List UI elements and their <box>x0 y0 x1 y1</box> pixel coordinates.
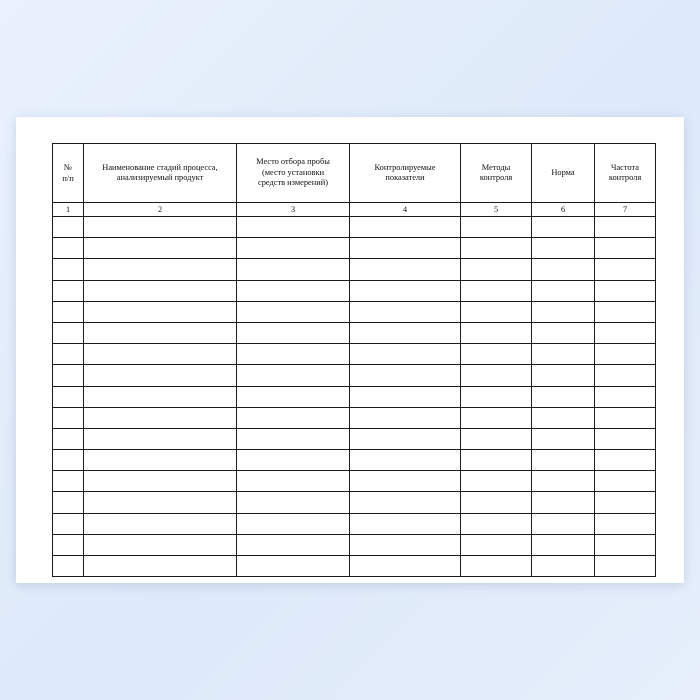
cell-process-stage[interactable] <box>84 365 237 386</box>
cell-sampling-place[interactable] <box>237 301 350 322</box>
table-row <box>53 534 656 555</box>
cell-sampling-place[interactable] <box>237 513 350 534</box>
cell-process-stage[interactable] <box>84 301 237 322</box>
cell-sampling-place[interactable] <box>237 428 350 449</box>
cell-control-methods[interactable] <box>461 322 532 343</box>
cell-sampling-place[interactable] <box>237 238 350 259</box>
column-header-control-methods-line-2: контроля <box>479 173 513 182</box>
cell-process-stage[interactable] <box>84 217 237 238</box>
cell-control-frequency[interactable] <box>595 217 656 238</box>
column-header-sampling-place-line-2: (место установки <box>261 167 325 177</box>
cell-controlled-indicators[interactable] <box>350 492 461 513</box>
cell-norm[interactable] <box>532 365 595 386</box>
cell-process-stage[interactable] <box>84 238 237 259</box>
column-number-2: 2 <box>84 203 237 217</box>
table-row <box>53 386 656 407</box>
table-row <box>53 238 656 259</box>
column-number-6: 6 <box>532 203 595 217</box>
document-page <box>16 117 684 583</box>
form-table-container <box>52 143 648 577</box>
column-header-control-methods-line-1: Методы <box>481 162 511 172</box>
column-number-7: 7 <box>595 203 656 217</box>
column-header-control-frequency-line-1: Частота <box>611 162 639 172</box>
table-row <box>53 259 656 280</box>
cell-number[interactable] <box>53 280 84 301</box>
table-row <box>53 428 656 449</box>
cell-number[interactable] <box>53 513 84 534</box>
cell-number[interactable] <box>53 238 84 259</box>
column-header-process-stage-line-1: Наименование стадий процесса, <box>102 162 218 172</box>
cell-control-frequency[interactable] <box>595 386 656 407</box>
cell-control-frequency[interactable] <box>595 365 656 386</box>
cell-controlled-indicators[interactable] <box>350 365 461 386</box>
cell-norm[interactable] <box>532 344 595 365</box>
cell-control-frequency[interactable] <box>595 492 656 513</box>
column-header-process-stage <box>84 144 237 203</box>
column-header-control-frequency <box>595 144 656 203</box>
cell-sampling-place[interactable] <box>237 471 350 492</box>
table-row <box>53 556 656 577</box>
cell-control-frequency[interactable] <box>595 259 656 280</box>
column-number-4: 4 <box>350 203 461 217</box>
column-header-process-stage-line-2: анализируемый продукт <box>116 173 204 182</box>
table-row <box>53 471 656 492</box>
table-row <box>53 450 656 471</box>
column-header-controlled-indicators-line-2: показатели <box>385 173 425 182</box>
cell-sampling-place[interactable] <box>237 407 350 428</box>
cell-control-methods[interactable] <box>461 386 532 407</box>
cell-process-stage[interactable] <box>84 471 237 492</box>
cell-control-frequency[interactable] <box>595 280 656 301</box>
table-row <box>53 280 656 301</box>
column-header-control-methods <box>461 144 532 203</box>
cell-controlled-indicators[interactable] <box>350 322 461 343</box>
cell-sampling-place[interactable] <box>237 492 350 513</box>
column-header-sampling-place-line-3: средств измерений) <box>257 178 329 188</box>
cell-controlled-indicators[interactable] <box>350 428 461 449</box>
column-number-5: 5 <box>461 203 532 217</box>
cell-control-frequency[interactable] <box>595 450 656 471</box>
cell-sampling-place[interactable] <box>237 344 350 365</box>
cell-control-methods[interactable] <box>461 407 532 428</box>
cell-control-frequency[interactable] <box>595 322 656 343</box>
cell-control-frequency[interactable] <box>595 344 656 365</box>
cell-number[interactable] <box>53 428 84 449</box>
cell-process-stage[interactable] <box>84 407 237 428</box>
table-row <box>53 217 656 238</box>
column-header-sampling-place <box>237 144 350 203</box>
column-header-controlled-indicators <box>350 144 461 203</box>
cell-control-methods[interactable] <box>461 344 532 365</box>
cell-control-methods[interactable] <box>461 280 532 301</box>
cell-controlled-indicators[interactable] <box>350 386 461 407</box>
cell-number[interactable] <box>53 344 84 365</box>
cell-control-methods[interactable] <box>461 534 532 555</box>
cell-norm[interactable] <box>532 450 595 471</box>
table-row <box>53 407 656 428</box>
cell-process-stage[interactable] <box>84 322 237 343</box>
cell-number[interactable] <box>53 407 84 428</box>
cell-control-methods[interactable] <box>461 513 532 534</box>
cell-norm[interactable] <box>532 513 595 534</box>
column-number-1: 1 <box>53 203 84 217</box>
cell-control-methods[interactable] <box>461 301 532 322</box>
table-row <box>53 344 656 365</box>
cell-controlled-indicators[interactable] <box>350 471 461 492</box>
cell-sampling-place[interactable] <box>237 386 350 407</box>
cell-control-methods[interactable] <box>461 238 532 259</box>
cell-controlled-indicators[interactable] <box>350 450 461 471</box>
cell-control-methods[interactable] <box>461 450 532 471</box>
cell-norm[interactable] <box>532 217 595 238</box>
cell-norm[interactable] <box>532 238 595 259</box>
table-header <box>53 144 656 217</box>
cell-control-frequency[interactable] <box>595 238 656 259</box>
cell-sampling-place[interactable] <box>237 450 350 471</box>
cell-norm[interactable] <box>532 428 595 449</box>
cell-number[interactable] <box>53 450 84 471</box>
cell-norm[interactable] <box>532 322 595 343</box>
cell-controlled-indicators[interactable] <box>350 259 461 280</box>
column-header-number-line-1: № <box>63 162 73 173</box>
process-control-form-table <box>52 143 656 577</box>
cell-sampling-place[interactable] <box>237 365 350 386</box>
cell-sampling-place[interactable] <box>237 280 350 301</box>
cell-control-methods[interactable] <box>461 556 532 577</box>
cell-norm[interactable] <box>532 280 595 301</box>
cell-norm[interactable] <box>532 386 595 407</box>
cell-sampling-place[interactable] <box>237 322 350 343</box>
cell-process-stage[interactable] <box>84 556 237 577</box>
cell-norm[interactable] <box>532 407 595 428</box>
cell-process-stage[interactable] <box>84 259 237 280</box>
table-row <box>53 492 656 513</box>
column-header-control-frequency-line-2: контроля <box>608 173 642 182</box>
cell-sampling-place[interactable] <box>237 217 350 238</box>
cell-norm[interactable] <box>532 259 595 280</box>
cell-process-stage[interactable] <box>84 428 237 449</box>
cell-process-stage[interactable] <box>84 386 237 407</box>
cell-number[interactable] <box>53 492 84 513</box>
cell-norm[interactable] <box>532 556 595 577</box>
cell-controlled-indicators[interactable] <box>350 238 461 259</box>
cell-norm[interactable] <box>532 492 595 513</box>
cell-number[interactable] <box>53 301 84 322</box>
cell-process-stage[interactable] <box>84 534 237 555</box>
cell-control-frequency[interactable] <box>595 471 656 492</box>
cell-control-methods[interactable] <box>461 365 532 386</box>
table-row <box>53 365 656 386</box>
column-header-norm-line-1: Норма <box>551 167 575 177</box>
cell-controlled-indicators[interactable] <box>350 280 461 301</box>
cell-control-frequency[interactable] <box>595 513 656 534</box>
cell-norm[interactable] <box>532 534 595 555</box>
cell-controlled-indicators[interactable] <box>350 513 461 534</box>
cell-process-stage[interactable] <box>84 280 237 301</box>
column-header-controlled-indicators-line-1: Контролируемые <box>374 162 436 172</box>
table-row <box>53 301 656 322</box>
cell-number[interactable] <box>53 471 84 492</box>
cell-number[interactable] <box>53 259 84 280</box>
cell-process-stage[interactable] <box>84 513 237 534</box>
cell-control-methods[interactable] <box>461 492 532 513</box>
cell-norm[interactable] <box>532 471 595 492</box>
cell-controlled-indicators[interactable] <box>350 534 461 555</box>
cell-control-methods[interactable] <box>461 217 532 238</box>
table-body <box>53 217 656 577</box>
cell-sampling-place[interactable] <box>237 556 350 577</box>
cell-controlled-indicators[interactable] <box>350 407 461 428</box>
cell-control-frequency[interactable] <box>595 556 656 577</box>
table-header-row <box>53 144 656 203</box>
cell-controlled-indicators[interactable] <box>350 301 461 322</box>
cell-number[interactable] <box>53 534 84 555</box>
column-header-number <box>53 144 84 203</box>
table-row <box>53 513 656 534</box>
column-number-3: 3 <box>237 203 350 217</box>
cell-control-frequency[interactable] <box>595 301 656 322</box>
cell-control-methods[interactable] <box>461 259 532 280</box>
cell-number[interactable] <box>53 386 84 407</box>
column-header-norm <box>532 144 595 203</box>
cell-number[interactable] <box>53 365 84 386</box>
cell-controlled-indicators[interactable] <box>350 344 461 365</box>
cell-sampling-place[interactable] <box>237 259 350 280</box>
cell-control-methods[interactable] <box>461 471 532 492</box>
cell-process-stage[interactable] <box>84 450 237 471</box>
column-header-number-line-2: п/п <box>62 173 74 183</box>
cell-number[interactable] <box>53 322 84 343</box>
cell-control-frequency[interactable] <box>595 407 656 428</box>
cell-controlled-indicators[interactable] <box>350 556 461 577</box>
cell-process-stage[interactable] <box>84 344 237 365</box>
table-row <box>53 322 656 343</box>
cell-controlled-indicators[interactable] <box>350 217 461 238</box>
cell-control-methods[interactable] <box>461 428 532 449</box>
cell-control-frequency[interactable] <box>595 534 656 555</box>
cell-process-stage[interactable] <box>84 492 237 513</box>
cell-control-frequency[interactable] <box>595 428 656 449</box>
column-number-row <box>53 203 656 217</box>
cell-number[interactable] <box>53 217 84 238</box>
cell-number[interactable] <box>53 556 84 577</box>
cell-norm[interactable] <box>532 301 595 322</box>
column-header-sampling-place-line-1: Место отбора пробы <box>256 157 330 167</box>
cell-sampling-place[interactable] <box>237 534 350 555</box>
